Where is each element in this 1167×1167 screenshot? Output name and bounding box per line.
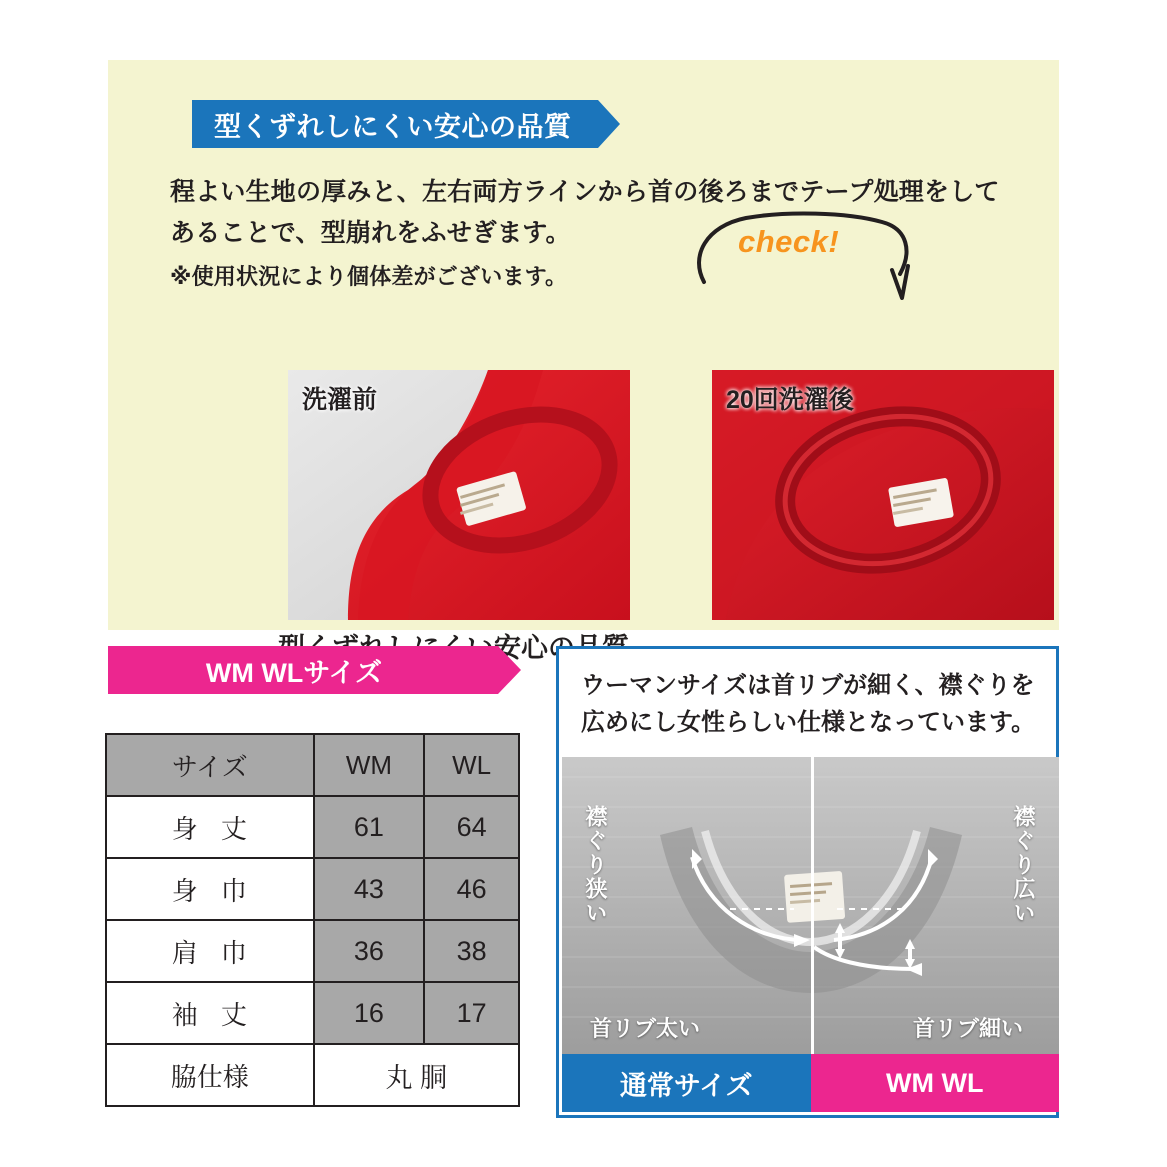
photo-before-label: 洗濯前 bbox=[302, 386, 378, 414]
quality-heading-label: 型くずれしにくい安心の品質 bbox=[214, 111, 572, 142]
cell-side-spec-value: 丸 胴 bbox=[314, 1044, 519, 1106]
tab-normal-size-label: 通常サイズ bbox=[619, 1070, 753, 1101]
check-callout bbox=[686, 208, 916, 300]
label-neckline-narrow: 襟ぐり狭い bbox=[583, 805, 608, 925]
photo-after-label: 20回洗濯後 bbox=[726, 386, 854, 414]
th-wm: WM bbox=[314, 734, 425, 796]
table-row bbox=[106, 858, 519, 920]
row-label-body-width: 身 巾 bbox=[106, 858, 314, 920]
label-rib-thick: 首リブ太い bbox=[590, 1016, 701, 1041]
tab-wm-wl-size-label: WM WL bbox=[886, 1067, 984, 1098]
row-label-side-spec: 脇仕様 bbox=[106, 1044, 314, 1106]
quality-panel bbox=[108, 60, 1059, 630]
quality-description-text: 程よい生地の厚みと、左右両方ラインから首の後ろまでテープ処理をしてあることで、型崩れをふせぎます。 bbox=[170, 178, 1000, 247]
table-row bbox=[106, 796, 519, 858]
table-row bbox=[106, 920, 519, 982]
table-row bbox=[106, 982, 519, 1044]
cell-wl-shoulder-width: 38 bbox=[424, 920, 519, 982]
cell-wl-sleeve-length: 17 bbox=[424, 982, 519, 1044]
cell-wm-body-width: 43 bbox=[314, 858, 425, 920]
comparison-tabs bbox=[562, 1054, 1059, 1112]
cell-wl-body-width: 46 bbox=[424, 858, 519, 920]
comparison-divider bbox=[811, 757, 814, 1055]
table-header-row bbox=[106, 734, 519, 796]
comparison-panel bbox=[556, 646, 1059, 1118]
comparison-photo bbox=[562, 757, 1059, 1055]
row-label-sleeve-length: 袖 丈 bbox=[106, 982, 314, 1044]
cell-wl-body-length: 64 bbox=[424, 796, 519, 858]
photo-after-wash bbox=[712, 370, 1054, 620]
row-label-shoulder-width: 肩 巾 bbox=[106, 920, 314, 982]
quality-note: ※使用状況により個体差がございます。 bbox=[170, 264, 568, 289]
check-label: check! bbox=[738, 224, 840, 259]
wm-wl-size-banner bbox=[108, 646, 498, 694]
th-wl: WL bbox=[424, 734, 519, 796]
th-size: サイズ bbox=[106, 734, 314, 796]
tab-wm-wl-size bbox=[811, 1054, 1060, 1112]
size-table bbox=[105, 733, 520, 1107]
tab-normal-size bbox=[562, 1054, 811, 1112]
cell-wm-shoulder-width: 36 bbox=[314, 920, 425, 982]
wm-wl-size-banner-label: WM WLサイズ bbox=[205, 657, 383, 688]
quality-heading-badge bbox=[192, 100, 598, 148]
photo-before-wash bbox=[288, 370, 630, 620]
comparison-description: ウーマンサイズは首リブが細く、襟ぐりを広めにし女性らしい仕様となっています。 bbox=[581, 672, 1036, 737]
label-rib-thin: 首リブ細い bbox=[912, 1016, 1023, 1041]
row-label-body-length: 身 丈 bbox=[106, 796, 314, 858]
table-footer-row bbox=[106, 1044, 519, 1106]
cell-wm-body-length: 61 bbox=[314, 796, 425, 858]
cell-wm-sleeve-length: 16 bbox=[314, 982, 425, 1044]
label-neckline-wide: 襟ぐり広い bbox=[1011, 805, 1036, 925]
